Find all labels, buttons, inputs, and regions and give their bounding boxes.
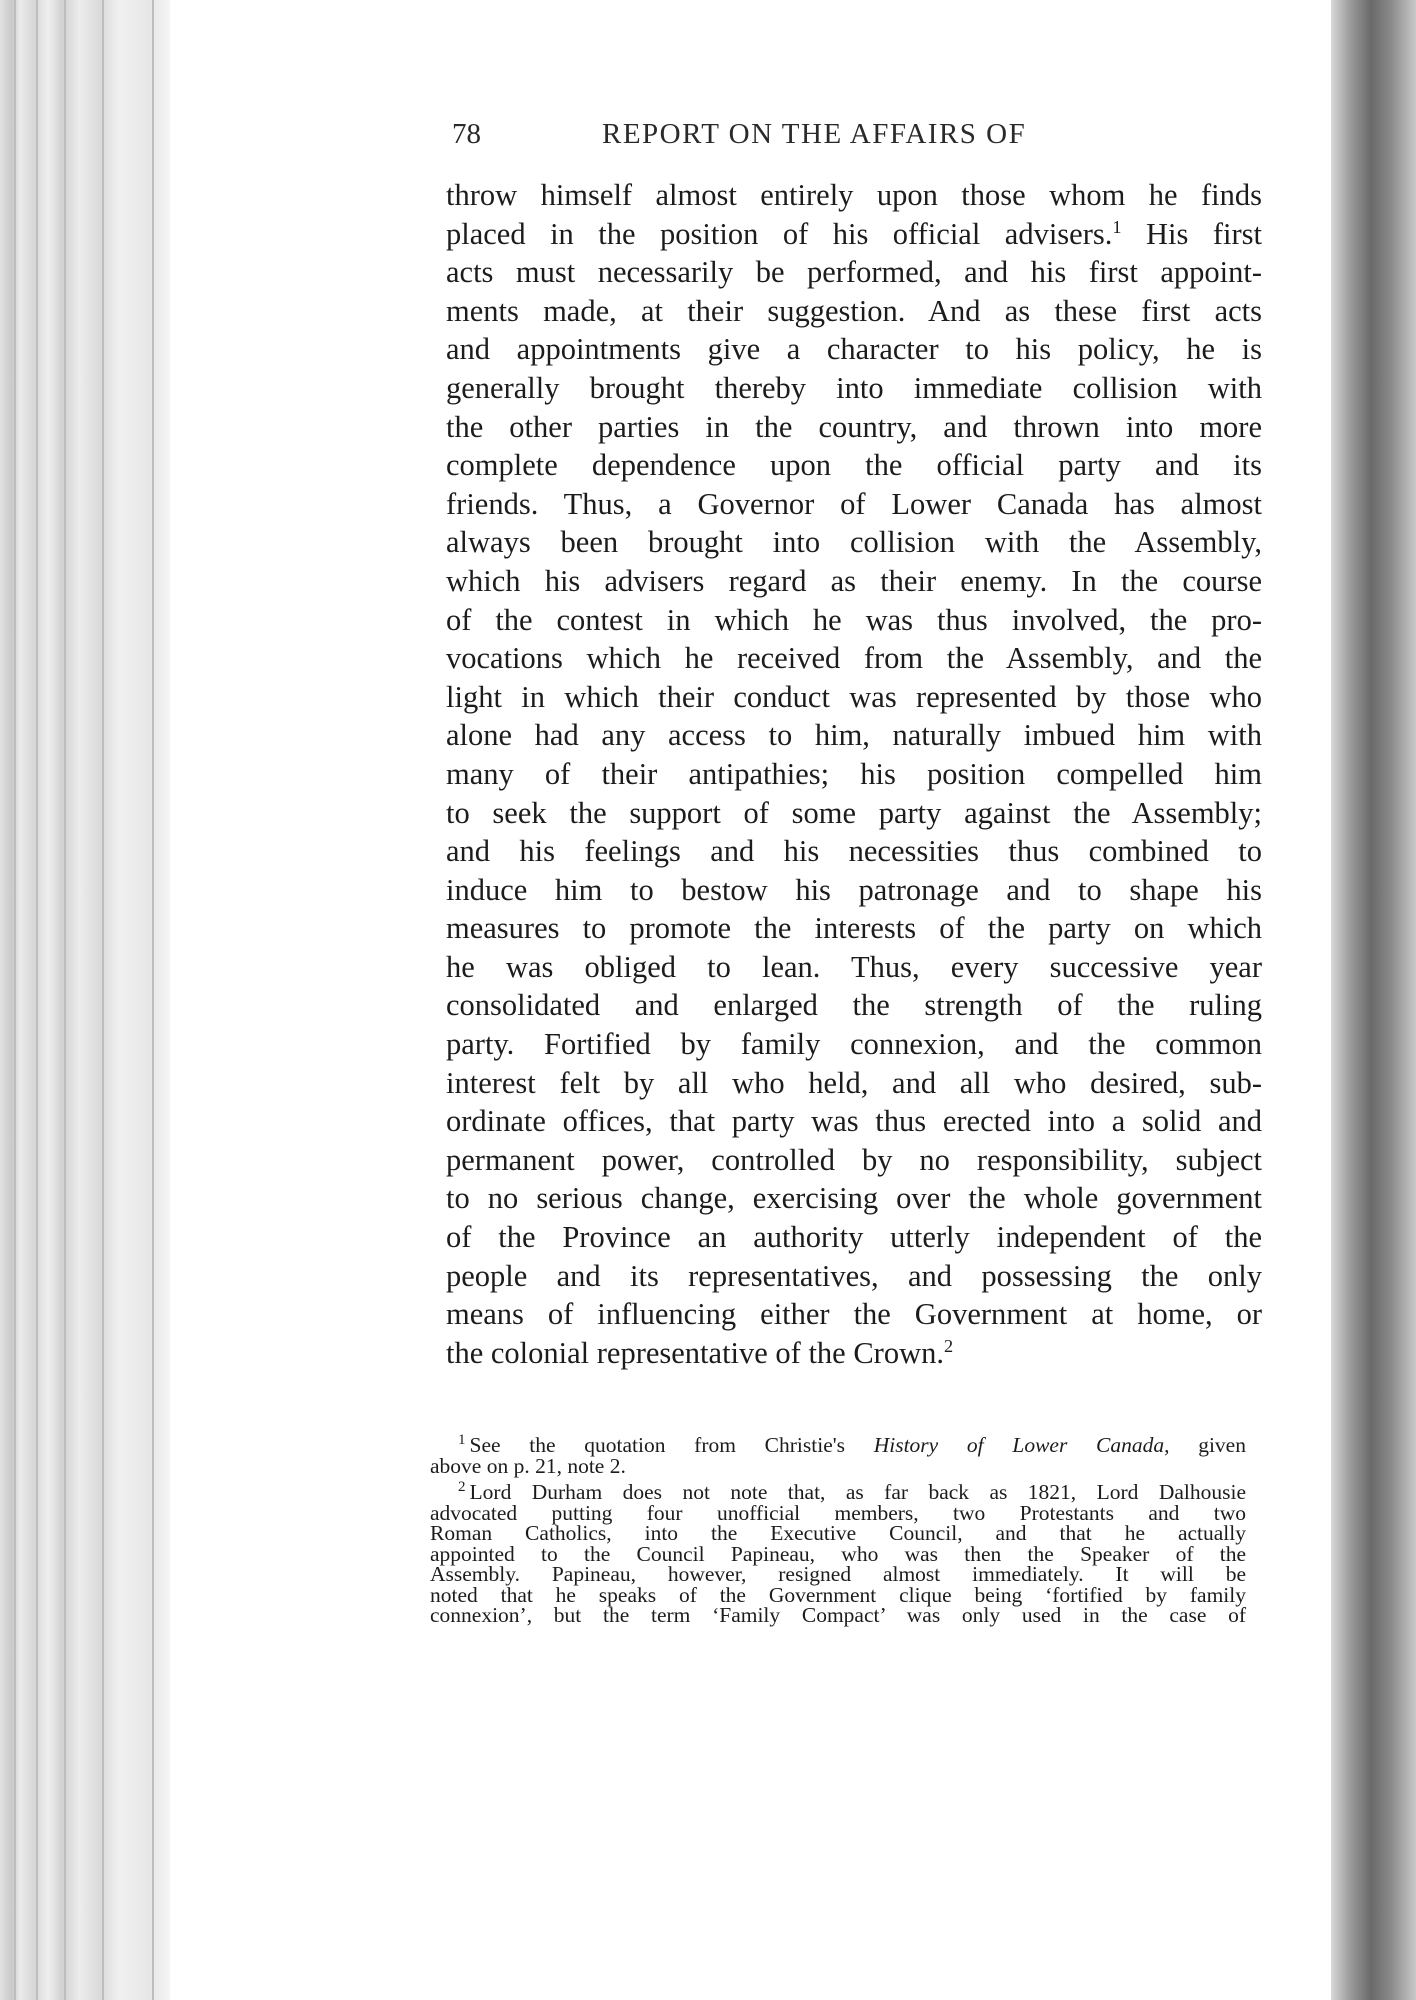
- page-edge-line: [102, 0, 104, 2000]
- footnote-marker: 1: [458, 1431, 466, 1448]
- body-line: many of their antipathies; his position compelled him: [446, 756, 1262, 791]
- page-edge-line: [36, 0, 38, 2000]
- running-title: REPORT ON THE AFFAIRS OF: [602, 118, 1027, 150]
- running-head: [452, 118, 1122, 158]
- body-line: throw himself almost entirely upon those whom he finds: [446, 178, 1262, 212]
- body-line: party. Fortified by family connexion, and the common: [446, 1027, 1262, 1062]
- body-line: and his feelings and his necessities thus combined to: [446, 834, 1262, 869]
- body-paragraph: [446, 176, 1262, 1372]
- body-line: vocations which he received from the Assembly, and the: [446, 641, 1262, 676]
- body-line: complete dependence upon the official party and its: [446, 448, 1262, 483]
- body-line: friends. Thus, a Governor of Lower Canada has almost: [446, 486, 1262, 521]
- body-line: permanent power, controlled by no responsibility, subject: [446, 1142, 1262, 1177]
- footnote-line: [430, 1478, 1246, 1504]
- body-line: generally brought thereby into immediate collision with: [446, 370, 1262, 405]
- body-line: interest felt by all who held, and all who desired, sub-: [446, 1065, 1262, 1100]
- footnote-line: [430, 1431, 1246, 1457]
- body-line: light in which their conduct was represented by those who: [446, 679, 1262, 714]
- page-edge-line: [64, 0, 66, 2000]
- body-line: the other parties in the country, and thrown into more: [446, 409, 1262, 444]
- footnote-ref: 2: [944, 1335, 954, 1356]
- footnote-line: Assembly. Papineau, however, resigned almost immediately. It will be: [430, 1562, 1246, 1586]
- body-line: [446, 1334, 1262, 1373]
- book-gutter-shadow: [1331, 0, 1416, 2000]
- book-page-stack: [0, 0, 170, 2000]
- body-line: of the contest in which he was thus involved, the pro-: [446, 602, 1262, 637]
- footnote-line: above on p. 21, note 2.: [430, 1453, 626, 1478]
- page-edge-line: [152, 0, 154, 2000]
- footnote-text: See the quotation from Christie's: [469, 1433, 874, 1457]
- body-line-text: placed in the position of his official advisers.: [446, 216, 1113, 251]
- body-line: to seek the support of some party against the Assembly;: [446, 795, 1262, 830]
- page-number: 78: [452, 118, 481, 150]
- body-line: which his advisers regard as their enemy. In the course: [446, 563, 1262, 598]
- footnote-text: , given: [1164, 1433, 1246, 1457]
- body-line: people and its representatives, and possessing the only: [446, 1258, 1262, 1293]
- body-line: measures to promote the interests of the party on which: [446, 911, 1262, 946]
- footnote-text: Lord Durham does not note that, as far back as 1821, Lord Dalhousie: [469, 1480, 1246, 1504]
- body-line: he was obliged to lean. Thus, every successive year: [446, 949, 1262, 984]
- footnote-ref: 1: [1112, 216, 1122, 237]
- body-line: and appointments give a character to his policy, he is: [446, 332, 1262, 367]
- body-line: to no serious change, exercising over the whole government: [446, 1181, 1262, 1216]
- body-line: alone had any access to him, naturally imbued him with: [446, 718, 1262, 753]
- body-line: ments made, at their suggestion. And as these first acts: [446, 293, 1262, 328]
- footnote-2: [430, 1478, 1246, 1627]
- body-line: [446, 215, 1262, 254]
- footnote-line: appointed to the Council Papineau, who was then the Speaker of the: [430, 1541, 1246, 1566]
- body-line: induce him to bestow his patronage and to shape his: [446, 872, 1262, 907]
- body-line: always been brought into collision with the Assembly,: [446, 525, 1262, 560]
- footnote-1: [430, 1431, 1246, 1478]
- footnote-marker: 2: [458, 1478, 466, 1495]
- footnote-line: connexion’, but the term ‘Family Compact’ was only used in the case of: [430, 1603, 1246, 1627]
- footnote-line: advocated putting four unofficial members, two Protestants and two: [430, 1500, 1246, 1525]
- footnote-italic-title: History of Lower Canada: [873, 1433, 1165, 1457]
- body-line: of the Province an authority utterly independent of the: [446, 1220, 1262, 1255]
- body-line: ordinate offices, that party was thus erected into a solid and: [446, 1104, 1262, 1139]
- footnote-line: noted that he speaks of the Government clique being ‘fortified by family: [430, 1582, 1246, 1607]
- page-edge-line: [14, 0, 16, 2000]
- body-line: means of influencing either the Government at home, or: [446, 1297, 1262, 1332]
- footnotes: [430, 1431, 1246, 1632]
- footnote-line: Roman Catholics, into the Executive Council, and that he actually: [430, 1521, 1246, 1545]
- body-line-tail: His first: [1121, 216, 1262, 251]
- body-line: acts must necessarily be performed, and his first appoint-: [446, 255, 1262, 290]
- body-line-text: the colonial representative of the Crown.: [446, 1335, 944, 1370]
- body-line: consolidated and enlarged the strength of the ruling: [446, 988, 1262, 1023]
